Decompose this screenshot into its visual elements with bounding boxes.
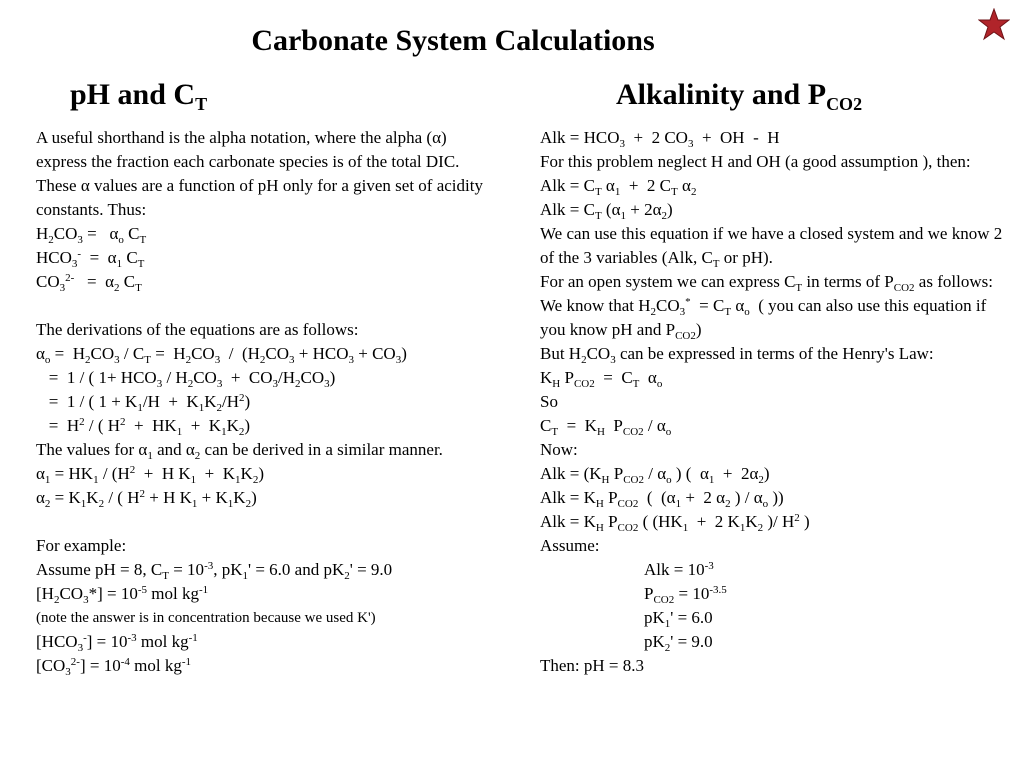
assume-pk2: $pK_2' = 9.0$ — [644, 632, 713, 654]
right-column-body — [540, 126, 1010, 678]
neglect-text: For this problem neglect H and OH (a good assumption ), then: — [540, 152, 971, 171]
assume-label: Assume: — [540, 536, 600, 555]
derivation-line-3: = 1 / ( $1 + K_1/H + K_1K_2/H^2$) — [36, 392, 251, 414]
closed-system-text: We can use this equation if we have a closed system and we know 2 of the 3 variables (Alk, $C_T$ or pH). — [540, 224, 1003, 270]
now-label: Now: — [540, 440, 578, 459]
right-column-heading: Alkalinity and $P_{CO2}$ — [616, 78, 863, 114]
star-icon — [978, 8, 1010, 42]
equation-co3: $CO_3^{2-} = \alpha_2$ $C_T$ — [36, 272, 142, 294]
alk-alpha-equation: Alk = $C_T$ $\alpha_1 + 2$ $C_T$ $\alpha_2$ — [540, 176, 697, 198]
example-h2co3-result: $[H_2CO_3*] = 10^{-5}$ mol $kg^{-1}$ — [36, 584, 209, 606]
alpha1-equation: $\alpha_1 = HK_1 / (H^2 + H$ $K_1 + K_1K_2$) — [36, 464, 264, 486]
left-column-heading: pH and $C_T$ — [70, 78, 208, 114]
example-hco3-result: $[HCO_3^-] = 10^{-3}$ mol $kg^{-1}$ — [36, 632, 198, 654]
derivations-label: The derivations of the equations are as follows: — [36, 320, 359, 339]
so-label: So — [540, 392, 558, 411]
example-note: (note the answer is in concentration because we used K') — [36, 610, 376, 626]
alk-definition: Alk = $HCO_3 + 2$ $CO_3$ + OH - H — [540, 128, 780, 150]
assume-pk1: $pK_1' = 6.0$ — [644, 608, 713, 630]
henrys-law-text: But $H_2CO_3$ can be expressed in terms of the Henry's Law: — [540, 344, 934, 366]
assume-pco2: $P_{CO2} = 10^{-3.5}$ — [644, 584, 727, 606]
derivation-line-4: = $H^2$ / ( $H^2 + HK_1 + K_1K_2$) — [36, 416, 251, 438]
henrys-law-equation: $K_H$ $P_{CO2} = C_T$ $\alpha_o$ — [540, 368, 663, 390]
equation-hco3: $HCO_3^- = \alpha_1$ $C_T$ — [36, 248, 145, 270]
ct-equation: $C_T = K_H$ $P_{CO2} / \alpha_o$ — [540, 416, 672, 438]
result-text: Then: pH = 8.3 — [540, 656, 645, 675]
left-column-body — [36, 126, 486, 678]
alk-pco2-equation-1: Alk = ($K_H$ $P_{CO2} / \alpha_o$ ) ( $\alpha_1 + 2\alpha_2$) — [540, 464, 770, 486]
example-co3-result: $[CO_3^{2-}] = 10^{-4}$ mol $kg^{-1}$ — [36, 656, 191, 678]
slide-title: Carbonate System Calculations — [251, 24, 655, 57]
alk-pco2-equation-2: Alk = $K_H$ $P_{CO2}$ ( ($\alpha_1 + 2$ $\alpha_2$ ) / $\alpha_o$ )) — [540, 488, 784, 510]
similar-manner-text: The values for $\alpha_1$ and $\alpha_2$ can be derived in a similar manner. — [36, 440, 443, 462]
equation-h2co3: $H_2CO_3 = \alpha_o$ $C_T$ — [36, 224, 147, 246]
assume-alk: Alk = $10^{-3}$ — [644, 560, 714, 579]
derivation-line-1: $\alpha_o = H_2CO_3 / C_T = H_2CO_3 / (H_2CO_3 + HCO_3 + CO_3)$ — [36, 344, 407, 366]
alk-factored-equation: Alk = $C_T$ $(\alpha_1 + 2\alpha_2)$ — [540, 200, 673, 222]
h2co3-relation-text: We know that $H_2CO_3^* = C_T$ $\alpha_o$ ( you can also use this equation if you know pH and $P_{CO2}$) — [540, 296, 987, 342]
derivation-line-2: = 1 / ( $1+ HCO_3 / H_2CO_3 + CO_3/H_2CO_3$) — [36, 368, 336, 390]
alk-pco2-equation-3: Alk = $K_H$ $P_{CO2}$ ( ($HK_1 + 2$ $K_1K_2$ )/ $H^2$ ) — [540, 512, 810, 534]
example-assumption: Assume pH = 8, $C_T = 10^{-3}$, $pK_1' = 6.0$ and $pK_2' = 9.0$ — [36, 560, 393, 582]
open-system-text: For an open system we can express $C_T$ in terms of $P_{CO2}$ as follows: — [540, 272, 993, 294]
alpha2-equation: $\alpha_2 = K_1K_2$ / ( $H^2 + H$ $K_1 + K_1K_2$) — [36, 488, 257, 510]
alpha-intro-paragraph: A useful shorthand is the alpha notation, where the alpha (α) express the fraction each carbonate species is of the total DIC. These α values are a function of pH only for a given set of acidity constants. Thus: — [36, 128, 483, 219]
example-label: For example: — [36, 536, 127, 555]
